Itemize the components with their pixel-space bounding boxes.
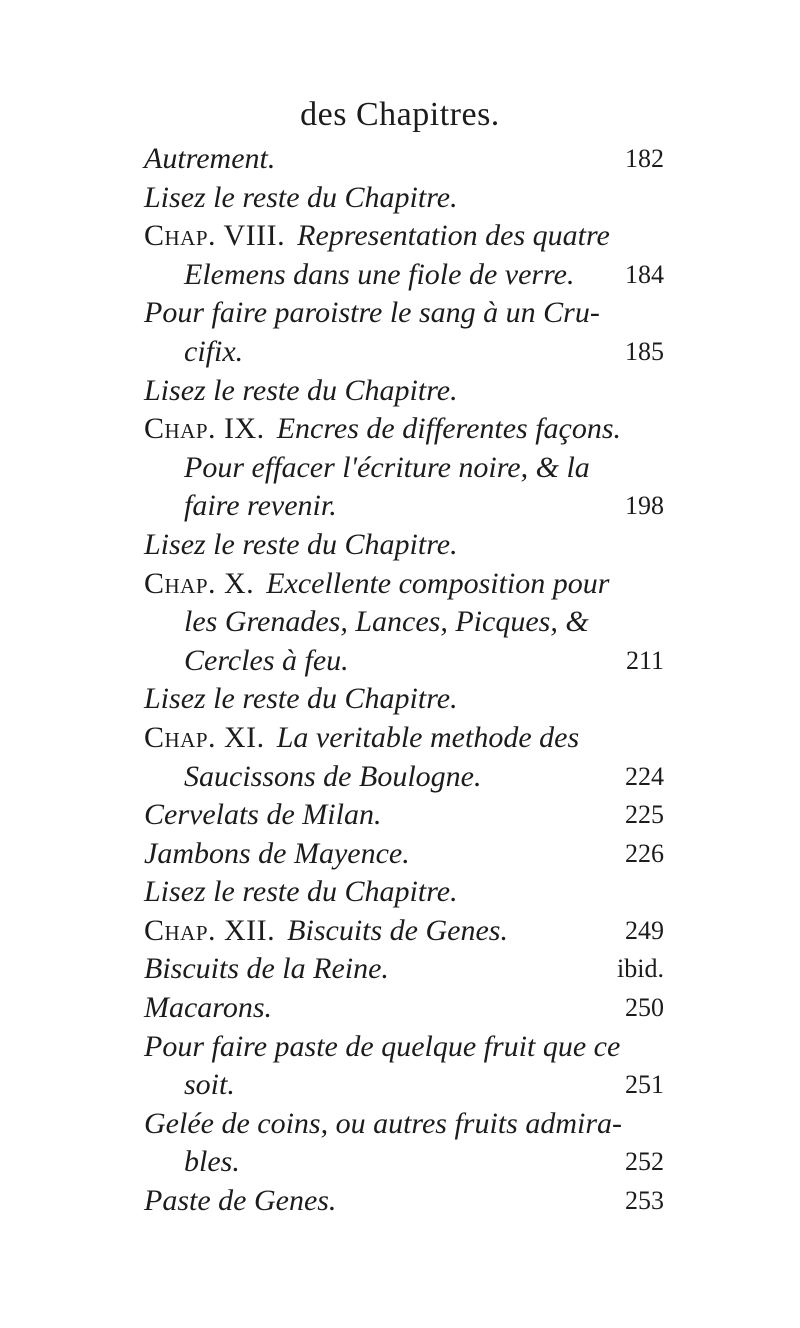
toc-line	[144, 1028, 664, 1067]
entry-text: La veritable methode des	[276, 720, 580, 754]
entry-text: Excellente composition pour	[266, 566, 610, 600]
chapter-number: Chap. XII.	[144, 913, 276, 947]
entry-text: Biscuits de Genes.	[287, 913, 508, 947]
toc-line	[144, 256, 664, 295]
toc-line	[144, 1143, 664, 1182]
entry-text: Biscuits de la Reine.	[144, 952, 389, 986]
toc-line	[144, 449, 664, 488]
entry-text: Cercles à feu.	[184, 643, 349, 677]
page-number: 185	[625, 336, 664, 366]
chapter-number: Chap. X.	[144, 566, 255, 600]
entry-text: Cervelats de Milan.	[144, 798, 382, 832]
toc-line	[144, 294, 664, 333]
entry-text: Encres de differentes façons.	[276, 412, 622, 446]
toc-line	[144, 526, 664, 565]
toc-line	[144, 1182, 664, 1221]
toc-line	[144, 873, 664, 912]
page-number: 182	[625, 144, 664, 173]
entry-text: Lisez le reste du Chapitre.	[144, 875, 458, 909]
page-number: 224	[625, 761, 664, 791]
toc-line	[144, 719, 664, 758]
toc-line	[144, 1105, 664, 1144]
entry-text: Lisez le reste du Chapitre.	[144, 527, 458, 561]
entry-text: Elemens dans une fiole de verre.	[184, 257, 575, 291]
page-number: 225	[625, 800, 664, 830]
toc-line	[144, 372, 664, 411]
entry-text: faire revenir.	[184, 489, 337, 523]
page-number: 184	[625, 259, 664, 289]
entry-text: Paste de Genes.	[144, 1184, 337, 1218]
entry-text: Pour faire paste de quelque fruit que ce	[144, 1029, 621, 1063]
entry-text: Pour effacer l'écriture noire, & la	[184, 450, 590, 484]
entry-text: Representation des quatre	[297, 219, 610, 253]
page-number: 211	[625, 645, 664, 675]
toc-line	[144, 1066, 664, 1105]
table-of-contents	[144, 140, 664, 1221]
toc-line	[144, 758, 664, 797]
toc-line	[144, 989, 664, 1028]
toc-line	[144, 217, 664, 256]
toc-line	[144, 565, 664, 604]
entry-text: Macarons.	[144, 991, 273, 1025]
page-number: 250	[625, 993, 664, 1023]
page-number: 226	[625, 838, 664, 868]
entry-text: Pour faire paroistre le sang à un Cru-	[144, 296, 600, 330]
chapter-number: Chap. VIII.	[144, 219, 286, 253]
entry-text: Autrement.	[144, 142, 276, 175]
page-number: 249	[625, 915, 664, 945]
entry-text: bles.	[184, 1145, 240, 1179]
chapter-number: Chap. XI.	[144, 720, 265, 754]
entry-text: Lisez le reste du Chapitre.	[144, 373, 458, 407]
toc-line	[144, 603, 664, 642]
chapter-number: Chap. IX.	[144, 412, 265, 446]
entry-text: Lisez le reste du Chapitre.	[144, 180, 458, 214]
page-number: 253	[625, 1186, 664, 1216]
entry-text: Saucissons de Boulogne.	[184, 759, 482, 793]
toc-line	[144, 410, 664, 449]
page-header: des Chapitres.	[300, 96, 500, 133]
entry-text: cifix.	[184, 334, 244, 368]
entry-text: Jambons de Mayence.	[144, 836, 410, 870]
page-number: ibid.	[617, 954, 664, 984]
page-number: 251	[625, 1070, 664, 1100]
toc-line	[144, 642, 664, 681]
toc-line	[144, 912, 664, 951]
entry-text: soit.	[184, 1068, 235, 1102]
toc-line	[144, 950, 664, 989]
toc-line	[144, 680, 664, 719]
page-number: 198	[625, 491, 664, 521]
toc-line	[144, 179, 664, 218]
toc-line	[144, 487, 664, 526]
toc-line	[144, 796, 664, 835]
page-number: 252	[625, 1147, 664, 1177]
entry-text: Gelée de coins, ou autres fruits admira-	[144, 1106, 622, 1140]
toc-line	[144, 140, 664, 179]
entry-text: Lisez le reste du Chapitre.	[144, 682, 458, 716]
toc-line	[144, 835, 664, 874]
toc-line	[144, 333, 664, 372]
entry-text: les Grenades, Lances, Picques, &	[184, 605, 589, 639]
